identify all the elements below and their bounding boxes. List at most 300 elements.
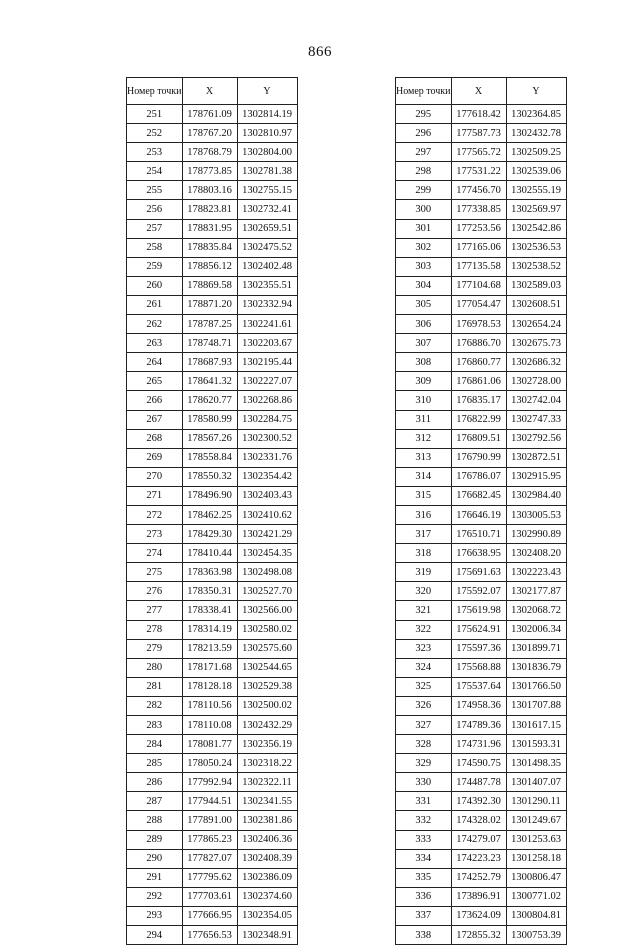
table-row (396, 200, 567, 219)
table-row (127, 448, 298, 467)
cell-point-number: 285 (127, 754, 183, 773)
cell-point-number: 311 (396, 410, 452, 429)
cell-x: 178761.09 (182, 105, 237, 124)
cell-x: 177531.22 (451, 162, 506, 181)
cell-point-number: 283 (127, 716, 183, 735)
cell-point-number: 338 (396, 926, 452, 945)
cell-y: 1302915.95 (506, 467, 566, 486)
cell-y: 1302408.20 (506, 544, 566, 563)
cell-x: 178462.25 (182, 505, 237, 524)
cell-y: 1301258.18 (506, 849, 566, 868)
cell-point-number: 264 (127, 353, 183, 372)
cell-x: 173896.91 (451, 887, 506, 906)
cell-x: 177135.58 (451, 257, 506, 276)
cell-y: 1302454.35 (237, 544, 297, 563)
cell-point-number: 301 (396, 219, 452, 238)
page-number: 866 (308, 44, 332, 60)
column-header-point-number: Номер точки (396, 78, 452, 105)
cell-y: 1302544.65 (237, 658, 297, 677)
cell-point-number: 273 (127, 525, 183, 544)
cell-y: 1302654.24 (506, 315, 566, 334)
cell-point-number: 262 (127, 315, 183, 334)
cell-point-number: 323 (396, 639, 452, 658)
cell-point-number: 272 (127, 505, 183, 524)
cell-point-number: 298 (396, 162, 452, 181)
cell-x: 178429.30 (182, 525, 237, 544)
cell-y: 1301249.67 (506, 811, 566, 830)
cell-point-number: 261 (127, 295, 183, 314)
cell-point-number: 255 (127, 181, 183, 200)
cell-y: 1302569.97 (506, 200, 566, 219)
cell-point-number: 260 (127, 276, 183, 295)
cell-x: 172855.32 (451, 926, 506, 945)
cell-x: 178363.98 (182, 563, 237, 582)
cell-x: 175537.64 (451, 677, 506, 696)
cell-y: 1302781.38 (237, 162, 297, 181)
cell-x: 177587.73 (451, 124, 506, 143)
cell-y: 1302410.62 (237, 505, 297, 524)
cell-y: 1302810.97 (237, 124, 297, 143)
cell-x: 178213.59 (182, 639, 237, 658)
cell-x: 178835.84 (182, 238, 237, 257)
cell-point-number: 266 (127, 391, 183, 410)
table-header-row (396, 78, 567, 105)
cell-y: 1302498.08 (237, 563, 297, 582)
cell-y: 1302381.86 (237, 811, 297, 830)
cell-point-number: 296 (396, 124, 452, 143)
cell-point-number: 256 (127, 200, 183, 219)
cell-point-number: 324 (396, 658, 452, 677)
cell-y: 1302195.44 (237, 353, 297, 372)
cell-y: 1302408.39 (237, 849, 297, 868)
table-header-row (127, 78, 298, 105)
table-row (396, 295, 567, 314)
cell-x: 177338.85 (451, 200, 506, 219)
cell-x: 176861.06 (451, 372, 506, 391)
table-row (127, 391, 298, 410)
cell-x: 177253.56 (451, 219, 506, 238)
table-body-right (396, 105, 567, 945)
table-row (127, 658, 298, 677)
cell-y: 1302402.48 (237, 257, 297, 276)
cell-point-number: 313 (396, 448, 452, 467)
table-row (396, 486, 567, 505)
cell-x: 176886.70 (451, 334, 506, 353)
table-row (396, 926, 567, 945)
cell-y: 1302814.19 (237, 105, 297, 124)
cell-y: 1302341.55 (237, 792, 297, 811)
cell-point-number: 295 (396, 105, 452, 124)
cell-y: 1302536.53 (506, 238, 566, 257)
cell-point-number: 291 (127, 868, 183, 887)
table-row (396, 410, 567, 429)
table-row (396, 792, 567, 811)
cell-x: 174392.30 (451, 792, 506, 811)
cell-y: 1302686.32 (506, 353, 566, 372)
cell-y: 1302364.85 (506, 105, 566, 124)
table-row (127, 563, 298, 582)
cell-point-number: 297 (396, 143, 452, 162)
cell-x: 174279.07 (451, 830, 506, 849)
table-row (127, 505, 298, 524)
cell-point-number: 263 (127, 334, 183, 353)
cell-y: 1302990.89 (506, 525, 566, 544)
cell-y: 1302203.67 (237, 334, 297, 353)
cell-x: 178410.44 (182, 544, 237, 563)
cell-y: 1302241.61 (237, 315, 297, 334)
table-row (396, 315, 567, 334)
table-row (127, 257, 298, 276)
cell-x: 176510.71 (451, 525, 506, 544)
cell-y: 1300753.39 (506, 926, 566, 945)
cell-point-number: 281 (127, 677, 183, 696)
cell-point-number: 326 (396, 696, 452, 715)
cell-x: 177618.42 (451, 105, 506, 124)
table-row (396, 849, 567, 868)
cell-point-number: 293 (127, 906, 183, 925)
cell-x: 175624.91 (451, 620, 506, 639)
table-row (396, 677, 567, 696)
coordinates-table-left (126, 77, 298, 945)
cell-y: 1302555.19 (506, 181, 566, 200)
table-row (127, 582, 298, 601)
cell-point-number: 254 (127, 162, 183, 181)
table-row (396, 334, 567, 353)
cell-x: 178748.71 (182, 334, 237, 353)
cell-point-number: 270 (127, 467, 183, 486)
table-row (127, 849, 298, 868)
table-row (127, 200, 298, 219)
table-row (127, 887, 298, 906)
table-row (127, 334, 298, 353)
table-row (396, 525, 567, 544)
table-row (396, 696, 567, 715)
table-row (396, 391, 567, 410)
cell-y: 1302500.02 (237, 696, 297, 715)
cell-point-number: 309 (396, 372, 452, 391)
cell-x: 178314.19 (182, 620, 237, 639)
cell-point-number: 265 (127, 372, 183, 391)
table-row (127, 735, 298, 754)
cell-point-number: 259 (127, 257, 183, 276)
table-row (396, 716, 567, 735)
cell-y: 1302318.22 (237, 754, 297, 773)
table-row (127, 830, 298, 849)
table-row (127, 811, 298, 830)
cell-y: 1302386.09 (237, 868, 297, 887)
table-row (127, 754, 298, 773)
column-header-x: X (451, 78, 506, 105)
cell-point-number: 332 (396, 811, 452, 830)
cell-x: 178871.20 (182, 295, 237, 314)
table-row (127, 315, 298, 334)
table-row (127, 238, 298, 257)
cell-y: 1302575.60 (237, 639, 297, 658)
cell-point-number: 330 (396, 773, 452, 792)
cell-point-number: 321 (396, 601, 452, 620)
cell-y: 1302374.60 (237, 887, 297, 906)
cell-point-number: 305 (396, 295, 452, 314)
cell-y: 1302432.78 (506, 124, 566, 143)
cell-y: 1302354.42 (237, 467, 297, 486)
table-row (396, 544, 567, 563)
cell-point-number: 336 (396, 887, 452, 906)
cell-x: 176790.99 (451, 448, 506, 467)
table-row (396, 219, 567, 238)
cell-y: 1301498.35 (506, 754, 566, 773)
cell-y: 1302732.41 (237, 200, 297, 219)
cell-y: 1302475.52 (237, 238, 297, 257)
column-header-x: X (182, 78, 237, 105)
cell-x: 175597.36 (451, 639, 506, 658)
cell-y: 1302284.75 (237, 410, 297, 429)
cell-x: 178803.16 (182, 181, 237, 200)
column-header-y: Y (506, 78, 566, 105)
cell-y: 1301766.50 (506, 677, 566, 696)
cell-x: 177944.51 (182, 792, 237, 811)
cell-point-number: 278 (127, 620, 183, 639)
cell-x: 174487.78 (451, 773, 506, 792)
cell-x: 177456.70 (451, 181, 506, 200)
cell-x: 177054.47 (451, 295, 506, 314)
cell-x: 178856.12 (182, 257, 237, 276)
table-row (127, 162, 298, 181)
table-row (396, 830, 567, 849)
cell-point-number: 290 (127, 849, 183, 868)
cell-x: 177865.23 (182, 830, 237, 849)
cell-x: 178768.79 (182, 143, 237, 162)
cell-point-number: 316 (396, 505, 452, 524)
table-row (396, 601, 567, 620)
cell-point-number: 289 (127, 830, 183, 849)
table-row (127, 295, 298, 314)
cell-x: 173624.09 (451, 906, 506, 925)
table-row (127, 486, 298, 505)
cell-x: 178567.26 (182, 429, 237, 448)
cell-y: 1302792.56 (506, 429, 566, 448)
cell-x: 176860.77 (451, 353, 506, 372)
table-row (396, 276, 567, 295)
cell-x: 177165.06 (451, 238, 506, 257)
cell-point-number: 251 (127, 105, 183, 124)
cell-point-number: 302 (396, 238, 452, 257)
cell-x: 176809.51 (451, 429, 506, 448)
table-row (396, 658, 567, 677)
cell-point-number: 318 (396, 544, 452, 563)
table-row (127, 601, 298, 620)
cell-x: 178110.56 (182, 696, 237, 715)
table-row (127, 620, 298, 639)
table-row (396, 124, 567, 143)
cell-point-number: 257 (127, 219, 183, 238)
cell-x: 178823.81 (182, 200, 237, 219)
table-row (127, 353, 298, 372)
cell-point-number: 314 (396, 467, 452, 486)
cell-y: 1301617.15 (506, 716, 566, 735)
cell-x: 176978.53 (451, 315, 506, 334)
cell-point-number: 322 (396, 620, 452, 639)
cell-point-number: 299 (396, 181, 452, 200)
table-row (396, 811, 567, 830)
cell-y: 1302406.36 (237, 830, 297, 849)
table-row (127, 124, 298, 143)
coordinates-table-right (395, 77, 567, 945)
cell-y: 1302659.51 (237, 219, 297, 238)
cell-y: 1302742.04 (506, 391, 566, 410)
cell-point-number: 286 (127, 773, 183, 792)
cell-y: 1302006.34 (506, 620, 566, 639)
cell-y: 1302356.19 (237, 735, 297, 754)
cell-y: 1302589.03 (506, 276, 566, 295)
cell-x: 178831.95 (182, 219, 237, 238)
cell-y: 1302421.29 (237, 525, 297, 544)
cell-y: 1302348.91 (237, 926, 297, 945)
cell-y: 1302403.43 (237, 486, 297, 505)
cell-y: 1302539.06 (506, 162, 566, 181)
table-row (127, 105, 298, 124)
table-row (396, 181, 567, 200)
cell-y: 1302354.05 (237, 906, 297, 925)
table-row (396, 582, 567, 601)
cell-x: 178550.32 (182, 467, 237, 486)
cell-point-number: 333 (396, 830, 452, 849)
cell-x: 175619.98 (451, 601, 506, 620)
table-row (127, 906, 298, 925)
table-row (127, 276, 298, 295)
table-row (127, 926, 298, 945)
cell-y: 1302527.70 (237, 582, 297, 601)
table-row (127, 696, 298, 715)
cell-x: 174252.79 (451, 868, 506, 887)
cell-y: 1302300.52 (237, 429, 297, 448)
cell-x: 178869.58 (182, 276, 237, 295)
table-row (127, 181, 298, 200)
cell-x: 178128.18 (182, 677, 237, 696)
table-row (127, 143, 298, 162)
cell-point-number: 325 (396, 677, 452, 696)
cell-y: 1302529.38 (237, 677, 297, 696)
table-row (396, 868, 567, 887)
cell-point-number: 271 (127, 486, 183, 505)
cell-point-number: 258 (127, 238, 183, 257)
cell-x: 178787.25 (182, 315, 237, 334)
cell-y: 1302331.76 (237, 448, 297, 467)
cell-x: 177795.62 (182, 868, 237, 887)
table-row (127, 429, 298, 448)
table-row (127, 868, 298, 887)
table-row (396, 906, 567, 925)
cell-x: 174958.36 (451, 696, 506, 715)
cell-point-number: 284 (127, 735, 183, 754)
cell-point-number: 331 (396, 792, 452, 811)
cell-point-number: 308 (396, 353, 452, 372)
cell-y: 1302432.29 (237, 716, 297, 735)
table-row (396, 257, 567, 276)
table-row (396, 639, 567, 658)
cell-x: 178620.77 (182, 391, 237, 410)
cell-y: 1302608.51 (506, 295, 566, 314)
cell-x: 175592.07 (451, 582, 506, 601)
cell-point-number: 306 (396, 315, 452, 334)
cell-point-number: 280 (127, 658, 183, 677)
column-header-point-number: Номер точки (127, 78, 183, 105)
cell-point-number: 319 (396, 563, 452, 582)
cell-x: 178641.32 (182, 372, 237, 391)
cell-x: 177656.53 (182, 926, 237, 945)
cell-y: 1301899.71 (506, 639, 566, 658)
cell-point-number: 327 (396, 716, 452, 735)
table-row (127, 639, 298, 658)
cell-y: 1302509.25 (506, 143, 566, 162)
cell-point-number: 279 (127, 639, 183, 658)
table-row (396, 563, 567, 582)
cell-y: 1301836.79 (506, 658, 566, 677)
cell-point-number: 277 (127, 601, 183, 620)
cell-x: 178580.99 (182, 410, 237, 429)
table-row (396, 735, 567, 754)
cell-y: 1302728.00 (506, 372, 566, 391)
cell-y: 1302068.72 (506, 601, 566, 620)
cell-x: 178767.20 (182, 124, 237, 143)
table-row (396, 162, 567, 181)
cell-y: 1302747.33 (506, 410, 566, 429)
cell-x: 176646.19 (451, 505, 506, 524)
cell-y: 1302355.51 (237, 276, 297, 295)
cell-y: 1301593.31 (506, 735, 566, 754)
table-row (127, 773, 298, 792)
cell-x: 176822.99 (451, 410, 506, 429)
cell-point-number: 294 (127, 926, 183, 945)
cell-point-number: 274 (127, 544, 183, 563)
cell-point-number: 315 (396, 486, 452, 505)
table-row (127, 467, 298, 486)
table-row (127, 372, 298, 391)
cell-y: 1302566.00 (237, 601, 297, 620)
cell-x: 174731.96 (451, 735, 506, 754)
cell-x: 178558.84 (182, 448, 237, 467)
cell-x: 176638.95 (451, 544, 506, 563)
table-row (127, 525, 298, 544)
cell-x: 178081.77 (182, 735, 237, 754)
cell-x: 175691.63 (451, 563, 506, 582)
table-row (127, 410, 298, 429)
cell-y: 1303005.53 (506, 505, 566, 524)
cell-x: 176682.45 (451, 486, 506, 505)
cell-y: 1302675.73 (506, 334, 566, 353)
column-header-y: Y (237, 78, 297, 105)
table-row (396, 773, 567, 792)
cell-x: 177565.72 (451, 143, 506, 162)
cell-y: 1302332.94 (237, 295, 297, 314)
table-row (396, 448, 567, 467)
table-row (396, 105, 567, 124)
cell-x: 177827.07 (182, 849, 237, 868)
table-row (127, 677, 298, 696)
cell-x: 178050.24 (182, 754, 237, 773)
cell-y: 1302227.07 (237, 372, 297, 391)
cell-y: 1302177.87 (506, 582, 566, 601)
cell-y: 1302538.52 (506, 257, 566, 276)
table-row (127, 716, 298, 735)
cell-x: 178171.68 (182, 658, 237, 677)
cell-x: 174328.02 (451, 811, 506, 830)
cell-y: 1301253.63 (506, 830, 566, 849)
cell-y: 1302755.15 (237, 181, 297, 200)
cell-y: 1301707.88 (506, 696, 566, 715)
cell-point-number: 268 (127, 429, 183, 448)
cell-x: 175568.88 (451, 658, 506, 677)
cell-x: 178773.85 (182, 162, 237, 181)
